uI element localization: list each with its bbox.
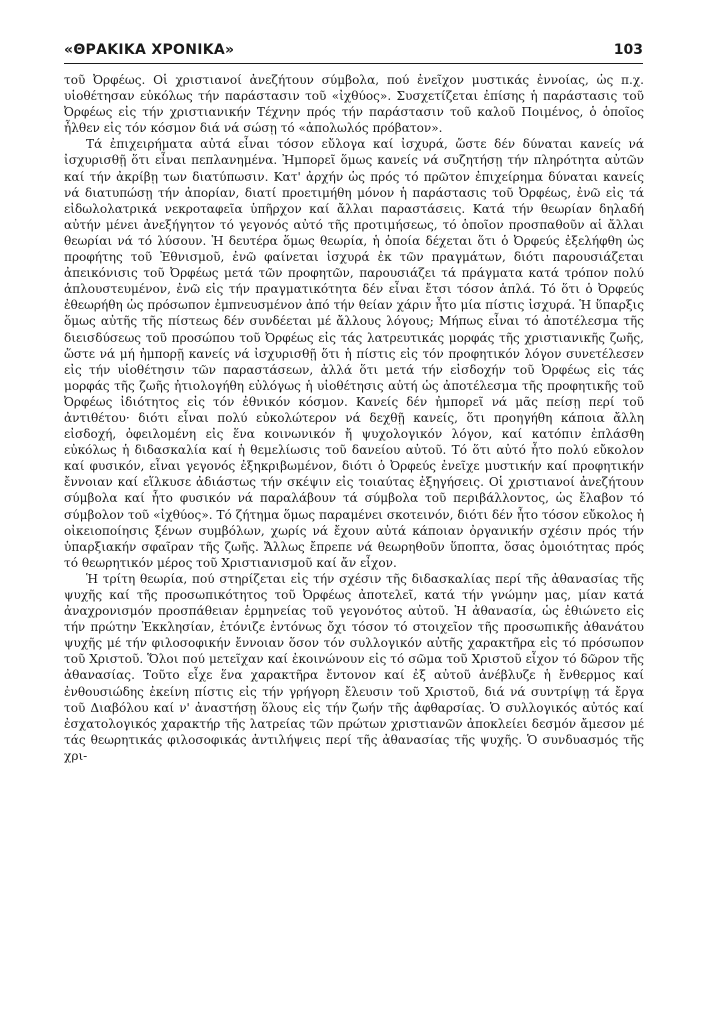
- paragraph-continuation: τοῦ Ὀρφέως. Οἱ χριστιανοί ἀνεζήτουν σύμβολα, πού ἐνεῖχον μυστικάς ἐννοίας, ὡς π.χ. υἱοθέτησαν εὐκόλως τήν παράστασιν τοῦ «ἰχθύος». Συσχετίζεται ἐπίσης ἡ παράστασις τοῦ Ὀρφέως εἰς τήν χριστιανικήν Τέχνην πρός τήν παράστασιν τοῦ καλοῦ Ποιμένος, ὁ ὁποῖος ἦλθεν εἰς τόν κόσμον διά νά σώσῃ τό «ἀπολωλός πρόβατον».: [64, 73, 644, 136]
- paragraph-arguments: Τά ἐπιχειρήματα αὐτά εἶναι τόσον εὔλογα καί ἰσχυρά, ὥστε δέν δύναται κανείς νά ἰσχυρισθῇ ὅτι εἶναι πεπλανημένα. Ἠμπορεῖ ὅμως κανείς νά συζητήσῃ τήν πληρότητα αὐτῶν καί τήν ἀκρίβῃ των διατύπωσιν. Κατ' ἀρχήν ὡς πρός τό πρῶτον ἐπιχείρημα δύναται κανείς νά διατυπώσῃ τήν ἀπορίαν, διατί προετιμήθη μόνον ἡ παράστασις τοῦ Ὀρφέως, ἐνῶ εἰς τά εἰδωλολατρικά νεκροταφεῖα ὑπῆρχον καί ἄλλαι παραστάσεις. Κατά τήν θεωρίαν δηλαδή αὐτήν μένει ἀνεξήγητον τό γεγονός αὐτό τῆς προτιμήσεως, τό ὁποῖον προσπαθοῦν αἱ ἄλλαι θεωρίαι νά τό λύσουν. Ἡ δευτέρα ὅμως θεωρία, ἡ ὁποία δέχεται ὅτι ὁ Ὀρφεύς ἐξελήφθη ὡς προφήτης τοῦ Ἐθνισμοῦ, ἐνῶ φαίνεται ἰσχυρά ἐκ τῶν πραγμάτων, διότι παρουσιάζεται ἀπεικόνισις τοῦ Ὀρφέως μετά τῶν προφητῶν, παρουσιάζει τά πράγματα κατά τρόπον πολύ ἁπλουστευμένον, ἐνῶ εἰς τήν πραγματικότητα δέν εἶναι ἔτσι τόσον ἁπλά. Τό ὅτι ὁ Ὀρφεύς ἐθεωρήθη ὡς πρόσωπον ἐμπνευσμένον ἀπό τήν θείαν χάριν ἦτο μία πίστις ἰσχυρά. Ἡ ὕπαρξις ὅμως αὐτῆς τῆς πίστεως δέν συνδέεται μέ ἄλλους λόγους; Μήπως εἶναι τό ἀποτέλεσμα τῆς διεισδύσεως τοῦ προσώπου τοῦ Ὀρφέως εἰς τάς λατρευτικάς μορφάς τῆς χριστιανικῆς ζωῆς, ὥστε νά μή ἠμπορῇ κανείς νά ἰσχυρισθῇ ὅτι ἡ πίστις εἰς τόν προφητικόν λόγον συνετέλεσεν εἰς τήν υἱοθέτησιν τῶν παραστάσεων, ἀλλά ὅτι μετά τήν εἰσδοχήν τοῦ Ὀρφέως εἰς τάς μορφάς τῆς ζωῆς ἠτιολογήθη εὐλόγως ἡ υἱοθέτησις αὐτή ὡς ἀποτέλεσμα τῆς προφητικῆς τοῦ Ὀρφέως ἰδιότητος εἰς τόν ἐθνικόν κόσμον. Κανείς δέν ἠμπορεῖ νά μᾶς πείσῃ περί τοῦ ἀντιθέτου· διότι εἶναι πολύ εὐκολώτερον νά δεχθῇ κανείς, ὅτι προηγήθη κάποια ἄλλη εἰσδοχή, ὀφειλομένη εἰς ἕνα κοινωνικόν ἤ ψυχολογικόν λόγον, καί κατόπιν ἐπλάσθη εὐκόλως ἡ διδασκαλία καί ἡ θεμελίωσις τοῦ δανείου αὐτοῦ. Τό ὅτι αὐτό ἦτο πολύ εὔκολον καί φυσικόν, εἶναι γεγονός ἐξηκριβωμένον, διότι ὁ Ὀρφεύς ἐνεῖχε μυστικήν καί προφητικήν ἔννοιαν καί εἵλκυσε ἀδιάστως τήν σκέψιν εἰς τοιαύτας ἐξηγήσεις. Οἱ χριστιανοί ἀνεζήτουν σύμβολα καί ἦτο φυσικόν νά παραλάβουν τά σύμβολα τοῦ περιβάλλοντος, ὡς ἔλαβον τό σύμβολον τοῦ «ἰχθύος». Τό ζήτημα ὅμως παραμένει σκοτεινόν, διότι δέν ἦτο τόσον εὔκολος ἡ οἰκειοποίησις ξένων συμβόλων, χωρίς νά ἔχουν αὐτά κάποιαν ὀργανικήν σχέσιν πρός τήν ὑπαρξιακήν σφαῖραν τῆς ζωῆς. Ἄλλως ἔπρεπε νά θεωρηθοῦν ὕποπτα, ὅσας ὁμοιότητας πρός τό θεωρητικόν μέρος τοῦ Χριστιανισμοῦ καί ἄν εἶχον.: [64, 137, 644, 570]
- running-header: [64, 42, 643, 64]
- page-number: 103: [613, 42, 643, 58]
- page-body: [64, 72, 644, 764]
- paragraph-third-theory: Ἡ τρίτη θεωρία, πού στηρίζεται εἰς τήν σχέσιν τῆς διδασκαλίας περί τῆς ἀθανασίας τῆς ψυχῆς καί τῆς προσωπικότητος τοῦ Ὀρφέως ἀποτελεῖ, κατά τήν γνώμην μας, μίαν κατά ἀναχρονισμόν προσπάθειαν ἑρμηνείας τοῦ γεγονότος αὐτοῦ. Ἡ ἀθανασία, ὡς ἐθιώνετο εἰς τήν πρώτην Ἐκκλησίαν, ἐτόνιζε ἐντόνως ὄχι τόσον τό στοιχεῖον τῆς προσωπικῆς ἀθανάτου ψυχῆς μέ τήν φιλοσοφικήν ἔννοιαν ὅσον τόν συλλογικόν αὐτῆς χαρακτῆρα εἰς τό πρόσωπον τοῦ Χριστοῦ. Ὅλοι πού μετεῖχαν καί ἐκοινώνουν εἰς τό σῶμα τοῦ Χριστοῦ εἶχον τό δῶρον τῆς ἀθανασίας. Τοῦτο εἶχε ἕνα χαρακτῆρα ἔντονον καί ἐξ αὐτοῦ ἀνέβλυζε ἡ ἔνθερμος καί ἐνθουσιώδης ἐκείνη πίστις εἰς τήν γρήγορη ἔλευσιν τοῦ Χριστοῦ, διά νά συντρίψῃ τά ἔργα τοῦ Διαβόλου καί ν' ἀναστήσῃ ὅλους εἰς τήν ζωήν τῆς ἀφθαρσίας. Ὁ συλλογικός αὐτός καί ἐσχατολογικός χαρακτήρ τῆς λατρείας τῶν πρώτων χριστιανῶν ἀποκλείει δεσμόν ἄμεσον μέ τάς θεωρητικάς φιλοσοφικάς ἀντιλήψεις περί τῆς ἀθανασίας τῆς ψυχῆς. Ὁ συνδυασμός τῆς χρι-: [64, 571, 644, 763]
- journal-title: «ΘΡΑΚΙΚΑ ΧΡΟΝΙΚΑ»: [64, 42, 235, 58]
- header-rule: [64, 63, 643, 64]
